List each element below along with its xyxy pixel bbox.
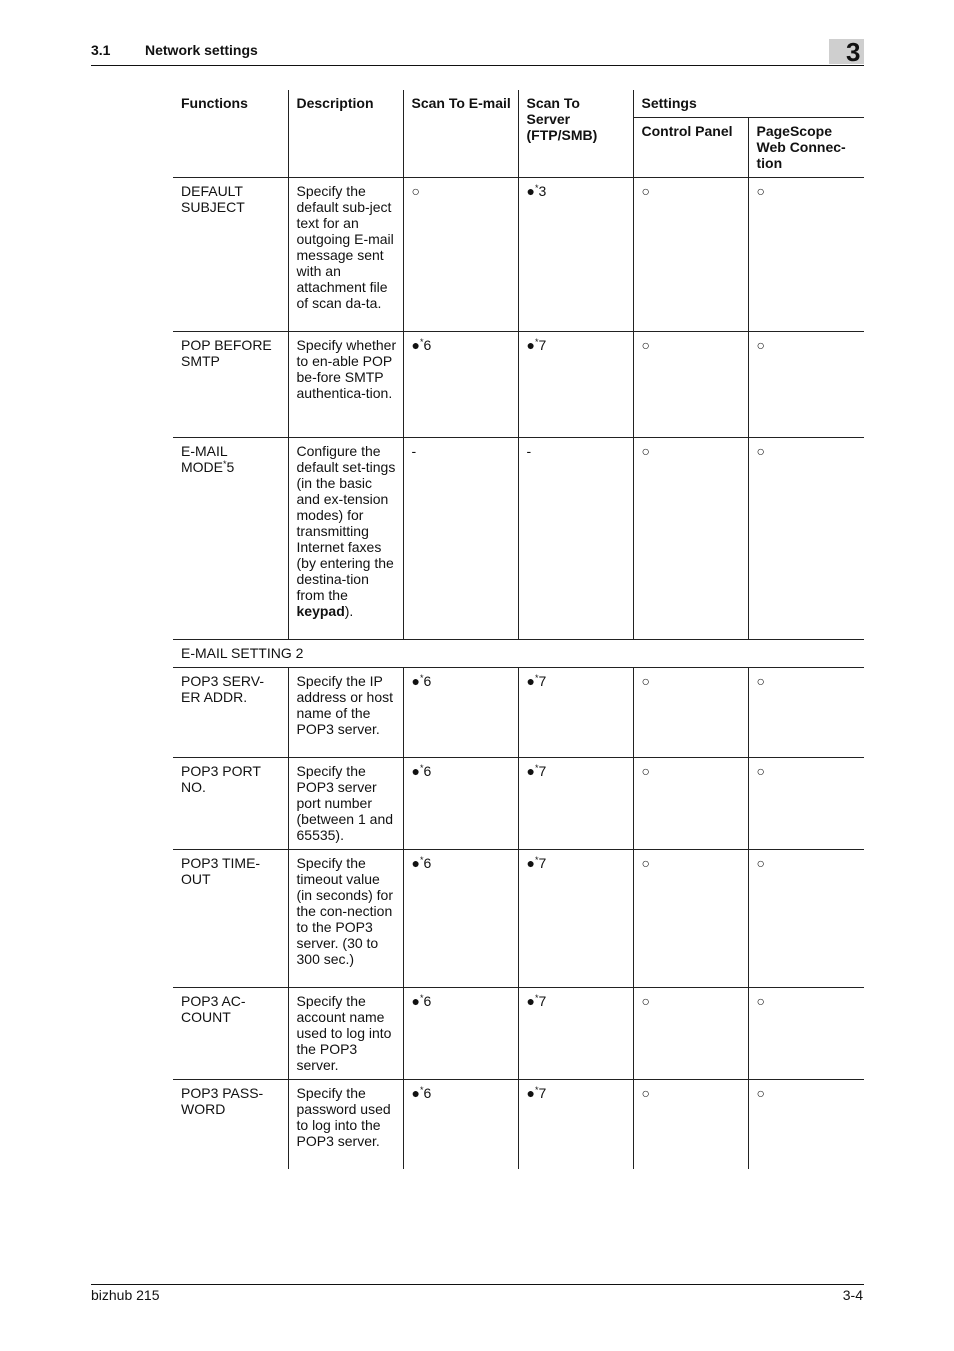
note-star: * <box>223 459 227 469</box>
support-mark: ● <box>526 855 535 871</box>
support-mark: ● <box>526 337 535 353</box>
col-header-settings: Settings <box>633 90 864 118</box>
scan-email-cell <box>403 988 518 1080</box>
section-label: E-MAIL SETTING 2 <box>173 640 864 668</box>
support-mark: ● <box>526 183 535 199</box>
control-panel-cell: ○ <box>633 988 748 1080</box>
control-panel-cell: ○ <box>633 758 748 850</box>
table-row <box>173 758 864 850</box>
scan-email-cell <box>403 850 518 988</box>
pagescope-cell: ○ <box>748 178 864 332</box>
pagescope-cell: ○ <box>748 850 864 988</box>
table-row <box>173 988 864 1080</box>
note-star: * <box>419 1085 424 1095</box>
support-mark: ○ <box>411 183 420 199</box>
scan-email-cell: - <box>403 438 518 640</box>
col-header-control-panel: Control Panel <box>633 118 748 178</box>
note-star: * <box>534 1085 539 1095</box>
description-cell: Specify the password used to log into the POP3 server. <box>288 1080 403 1169</box>
function-cell <box>173 438 288 640</box>
note-star: * <box>419 337 424 347</box>
note-star: * <box>534 673 539 683</box>
table-row <box>173 178 864 332</box>
function-cell: POP3 TIME-OUT <box>173 850 288 988</box>
footer-rule <box>91 1284 864 1285</box>
note-ref: 6 <box>423 1085 432 1101</box>
support-mark: ● <box>411 1085 420 1101</box>
table-row <box>173 332 864 438</box>
description-cell: Specify whether to en-able POP be-fore SMTP authentica-tion. <box>288 332 403 438</box>
scan-server-cell <box>518 850 633 988</box>
function-cell: POP BEFORE SMTP <box>173 332 288 438</box>
description-text: Configure the default set-tings (in the basic and ex-tension modes) for transmitting Internet faxes (by entering the destina-tion from the <box>296 443 396 603</box>
note-ref: 3 <box>538 183 547 199</box>
function-cell: POP3 PORT NO. <box>173 758 288 850</box>
note-ref: 7 <box>538 855 547 871</box>
description-cell: Specify the timeout value (in seconds) for the con-nection to the POP3 server. (30 to 300 sec.) <box>288 850 403 988</box>
control-panel-cell: ○ <box>633 1080 748 1169</box>
note-star: * <box>419 855 424 865</box>
control-panel-cell: ○ <box>633 438 748 640</box>
pagescope-cell: ○ <box>748 988 864 1080</box>
pagescope-cell: ○ <box>748 1080 864 1169</box>
note-ref: 6 <box>423 673 432 689</box>
note-star: * <box>534 183 539 193</box>
control-panel-cell: ○ <box>633 668 748 758</box>
table-row <box>173 668 864 758</box>
support-mark: ● <box>411 763 420 779</box>
support-mark: ● <box>526 673 535 689</box>
scan-server-cell <box>518 178 633 332</box>
note-ref: 6 <box>423 763 432 779</box>
scan-server-cell <box>518 332 633 438</box>
description-cell <box>288 438 403 640</box>
description-cell: Specify the account name used to log into the POP3 server. <box>288 988 403 1080</box>
function-cell: DEFAULT SUBJECT <box>173 178 288 332</box>
support-mark: ● <box>411 337 420 353</box>
table-row <box>173 850 864 988</box>
scan-server-cell <box>518 758 633 850</box>
support-mark: ● <box>411 673 420 689</box>
note-ref: 7 <box>538 993 547 1009</box>
function-cell: POP3 PASS-WORD <box>181 1085 264 1117</box>
scan-email-cell <box>403 1080 518 1169</box>
section-title: Network settings <box>145 42 258 58</box>
col-header-functions: Functions <box>173 90 288 178</box>
support-mark: ● <box>411 855 420 871</box>
note-ref: 6 <box>423 855 432 871</box>
function-name: E-MAIL MODE <box>181 443 228 475</box>
control-panel-cell: ○ <box>633 850 748 988</box>
support-mark: ● <box>526 993 535 1009</box>
note-ref: 6 <box>423 993 432 1009</box>
section-number: 3.1 <box>91 42 111 58</box>
description-cell: Specify the POP3 server port number (between 1 and 65535). <box>288 758 403 850</box>
table-row <box>173 1080 864 1169</box>
chapter-number: 3 <box>846 37 861 67</box>
note-ref: 6 <box>423 337 432 353</box>
note-star: * <box>419 993 424 1003</box>
scan-server-cell: - <box>518 438 633 640</box>
description-cell: Specify the default sub-ject text for an outgoing E-mail message sent with an attachment file of scan da-ta. <box>288 178 403 332</box>
col-header-scan-email: Scan To E-mail <box>403 90 518 178</box>
note-ref: 7 <box>538 337 547 353</box>
col-header-description: Description <box>288 90 403 178</box>
scan-email-cell <box>403 178 518 332</box>
header-rule <box>91 65 864 66</box>
scan-server-cell <box>518 1080 633 1169</box>
function-cell: POP3 SERV-ER ADDR. <box>173 668 288 758</box>
settings-table <box>173 90 864 1169</box>
description-cell: Specify the IP address or host name of the POP3 server. <box>288 668 403 758</box>
function-cell: POP3 AC-COUNT <box>173 988 288 1080</box>
footer-product: bizhub 215 <box>91 1287 160 1303</box>
note-star: * <box>534 763 539 773</box>
note-star: * <box>419 673 424 683</box>
pagescope-cell: ○ <box>748 438 864 640</box>
note-ref: 7 <box>538 763 547 779</box>
description-keyword: keypad <box>296 603 345 619</box>
control-panel-cell: ○ <box>633 332 748 438</box>
scan-email-cell <box>403 668 518 758</box>
section-row <box>173 640 864 668</box>
scan-server-cell <box>518 988 633 1080</box>
note-ref: 7 <box>538 1085 547 1101</box>
pagescope-cell: ○ <box>748 668 864 758</box>
note-star: * <box>534 337 539 347</box>
support-mark: ● <box>526 763 535 779</box>
scan-server-cell <box>518 668 633 758</box>
col-header-scan-server: Scan To Server (FTP/SMB) <box>518 90 633 178</box>
table-row <box>173 438 864 640</box>
scan-email-cell <box>403 758 518 850</box>
note-ref: 5 <box>226 459 235 475</box>
support-mark: ● <box>526 1085 535 1101</box>
description-end: ). <box>344 603 354 619</box>
pagescope-cell: ○ <box>748 332 864 438</box>
control-panel-cell: ○ <box>633 178 748 332</box>
note-star: * <box>419 763 424 773</box>
support-mark: ● <box>411 993 420 1009</box>
scan-email-cell <box>403 332 518 438</box>
pagescope-cell: ○ <box>748 758 864 850</box>
note-star: * <box>534 993 539 1003</box>
footer-page-number: 3-4 <box>842 1287 863 1303</box>
note-star: * <box>534 855 539 865</box>
note-ref: 7 <box>538 673 547 689</box>
col-header-pagescope: PageScope Web Connec-tion <box>748 118 864 178</box>
